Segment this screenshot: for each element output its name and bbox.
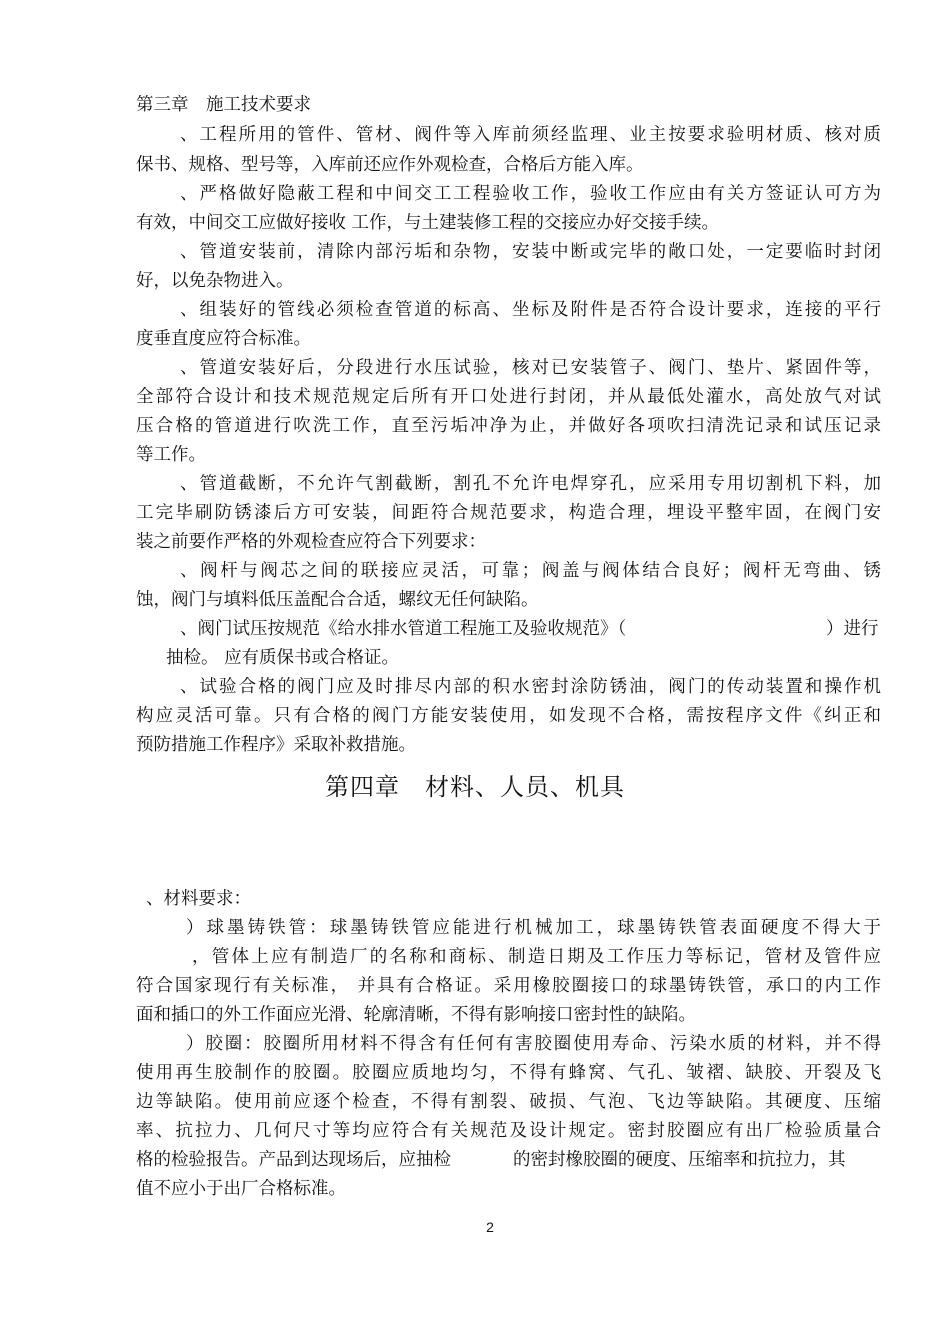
paragraph-line: 、阀杆与阀芯之间的联接应灵活，可靠；阀盖与阀体结合良好；阀杆无弯曲、锈 [180, 561, 881, 581]
paragraph-line: 装之前要作严格的外观检查应符合下列要求： [136, 532, 486, 552]
paragraph-line: ）胶圈：胶圈所用材料不得含有任何有害胶圈使用寿命、污染水质的材料，并不得 [186, 1034, 881, 1054]
chapter-4-title: 第四章 材料、人员、机具 [325, 773, 625, 801]
paragraph-line: 面和插口的外工作面应光滑、轮廓清晰，不得有影响接口密封性的缺陷。 [136, 1005, 696, 1025]
paragraph-line: 、严格做好隐蔽工程和中间交工工程验收工作，验收工作应由有关方签证认可方为 [180, 184, 881, 204]
paragraph-line: 的密封橡胶圈的硬度、压缩率和抗拉力，其 [513, 1150, 846, 1170]
materials-heading: 、材料要求： [146, 889, 251, 909]
paragraph-line: 预防措施工作程序》采取补救措施。 [136, 735, 416, 755]
paragraph-line: 蚀，阀门与填料低压盖配合合适，螺纹无任何缺陷。 [136, 590, 539, 610]
paragraph-line: 好，以免杂物进入。 [136, 271, 294, 291]
page-number: 2 [486, 1219, 494, 1235]
paragraph-line: 全部符合设计和技术规范规定后所有开口处进行封闭，并从最低处灌水，高处放气对试 [136, 387, 881, 407]
paragraph-line: 符合国家现行有关标准， 并具有合格证。采用橡胶圈接口的球墨铸铁管，承口的内工作 [136, 976, 881, 996]
paragraph-line: 边等缺陷。使用前应逐个检查，不得有割裂、破损、气泡、飞边等缺陷。其硬度、压缩 [136, 1092, 881, 1112]
paragraph-line: 值不应小于出厂合格标准。 [136, 1179, 346, 1199]
paragraph-line: 构应灵活可靠。只有合格的阀门方能安装使用，如发现不合格，需按程序文件《纠正和 [136, 706, 881, 726]
paragraph-line: 、组装好的管线必须检查管道的标高、坐标及附件是否符合设计要求，连接的平行 [180, 300, 881, 320]
paragraph-line: 有效，中间交工应做好接收 工作，与土建装修工程的交接应办好交接手续。 [136, 213, 720, 233]
chapter-3-title: 第三章 施工技术要求 [136, 95, 311, 115]
paragraph-line: 、管道安装好后，分段进行水压试验，核对已安装管子、阀门、垫片、紧固件等， [180, 358, 881, 378]
paragraph-line: 压合格的管道进行吹洗工作，直至污垢冲净为止，并做好各项吹扫清洗记录和试压记录 [136, 416, 881, 436]
paragraph-line: 保书、规格、型号等，入库前还应作外观检查，合格后方能入库。 [136, 155, 644, 175]
paragraph-line: 、工程所用的管件、管材、阀件等入库前须经监理、业主按要求验明材质、核对质 [180, 125, 881, 145]
paragraph-line: 率、抗拉力、几何尺寸等均应符合有关规范及设计规定。密封胶圈应有出厂检验质量合 [136, 1121, 881, 1141]
paragraph-line: 、阀门试压按规范《给水排水管道工程施工及验收规范》（ [180, 619, 627, 639]
paragraph-line: ，管体上应有制造厂的名称和商标、制造日期及工作压力等标记，管材及管件应 [192, 947, 881, 967]
paragraph-line: 使用再生胶制作的胶圈。胶圈应质地均匀，不得有蜂窝、气孔、皱褶、缺胶、开裂及飞 [136, 1063, 881, 1083]
paragraph-line: 等工作。 [136, 445, 206, 465]
paragraph-line: 、管道安装前，清除内部污垢和杂物，安装中断或完毕的敞口处，一定要临时封闭 [180, 242, 881, 262]
paragraph-line: ）球墨铸铁管：球墨铸铁管应能进行机械加工，球墨铸铁管表面硬度不得大于 [186, 918, 881, 938]
paragraph-line: 、试验合格的阀门应及时排尽内部的积水密封涂防锈油，阀门的传动装置和操作机 [180, 677, 881, 697]
paragraph-line: 度垂直度应符合标准。 [136, 329, 311, 349]
paragraph-line: 、管道截断，不允许气割截断，割孔不允许电焊穿孔，应采用专用切割机下料，加 [180, 474, 881, 494]
paragraph-line: 工完毕刷防锈漆后方可安装，间距符合规范要求，构造合理，埋设平整牢固，在阀门安 [136, 503, 881, 523]
paragraph-line: 格的检验报告。产品到达现场后，应抽检 [136, 1150, 451, 1170]
paragraph-line: ）进行 [826, 619, 879, 639]
paragraph-line: 抽检。 应有质保书或合格证。 [166, 648, 400, 668]
